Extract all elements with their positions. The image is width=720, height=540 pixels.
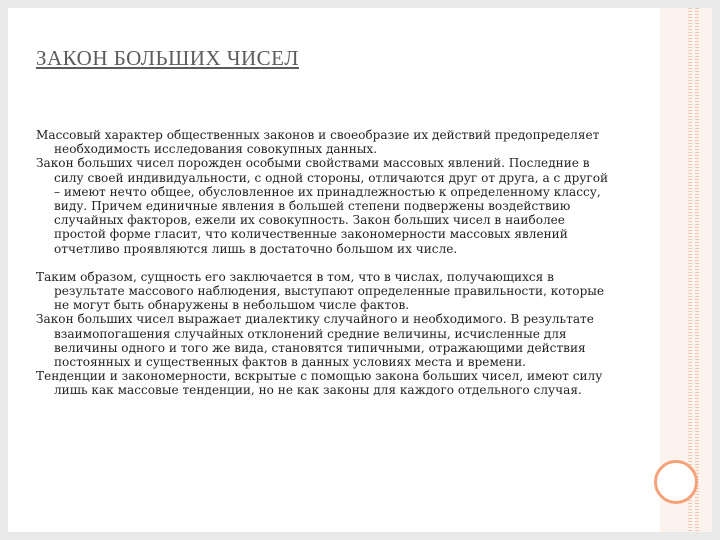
paragraph-gap: [36, 256, 616, 270]
decorative-dotted-rail: [695, 8, 699, 532]
slide-body: [36, 128, 616, 398]
slide-title: ЗАКОН БОЛЬШИХ ЧИСЕЛ: [36, 46, 299, 70]
decorative-circle-icon: [654, 460, 698, 504]
paragraph: Массовый характер общественных законов и своеобразие их действий предопределяет необходимость исследования совокупных данных.: [36, 128, 600, 157]
decorative-side-band: [660, 8, 712, 532]
paragraph: Закон больших чисел выражает диалектику случайного и необходимого. В результате взаимопогашения случайных отклонений средние величины, исчисленные для величины одного и того же вида, становятся типичными, отражающими действия постоянных и существенных фактов в данных условиях места и времени.: [36, 312, 594, 370]
paragraph: Таким образом, сущность его заключается в том, что в числах, получающихся в результате массового наблюдения, выступают определенные правильности, которые не могут быть обнаружены в небольшом числе фактов.: [36, 269, 605, 313]
paragraph: Закон больших чисел порожден особыми свойствами массовых явлений. Последние в силу своей индивидуальности, с одной стороны, отличаются друг от друга, а с другой – имеют нечто общее, обусловленное их принадлежностью к определенному классу, виду. Причем единичные явления в большей степени подвержены воздействию случайных факторов, ежели их совокупность. Закон больших чисел в наиболее простой форме гласит, что количественные закономерности массовых явлений отчетливо проявляются лишь в достаточно большом их числе.: [36, 156, 609, 256]
paragraph: Тенденции и закономерности, вскрытые с помощью закона больших чисел, имеют силу лишь как массовые тенденции, но не как законы для каждого отдельного случая.: [36, 369, 603, 398]
decorative-dotted-rail: [688, 8, 692, 532]
